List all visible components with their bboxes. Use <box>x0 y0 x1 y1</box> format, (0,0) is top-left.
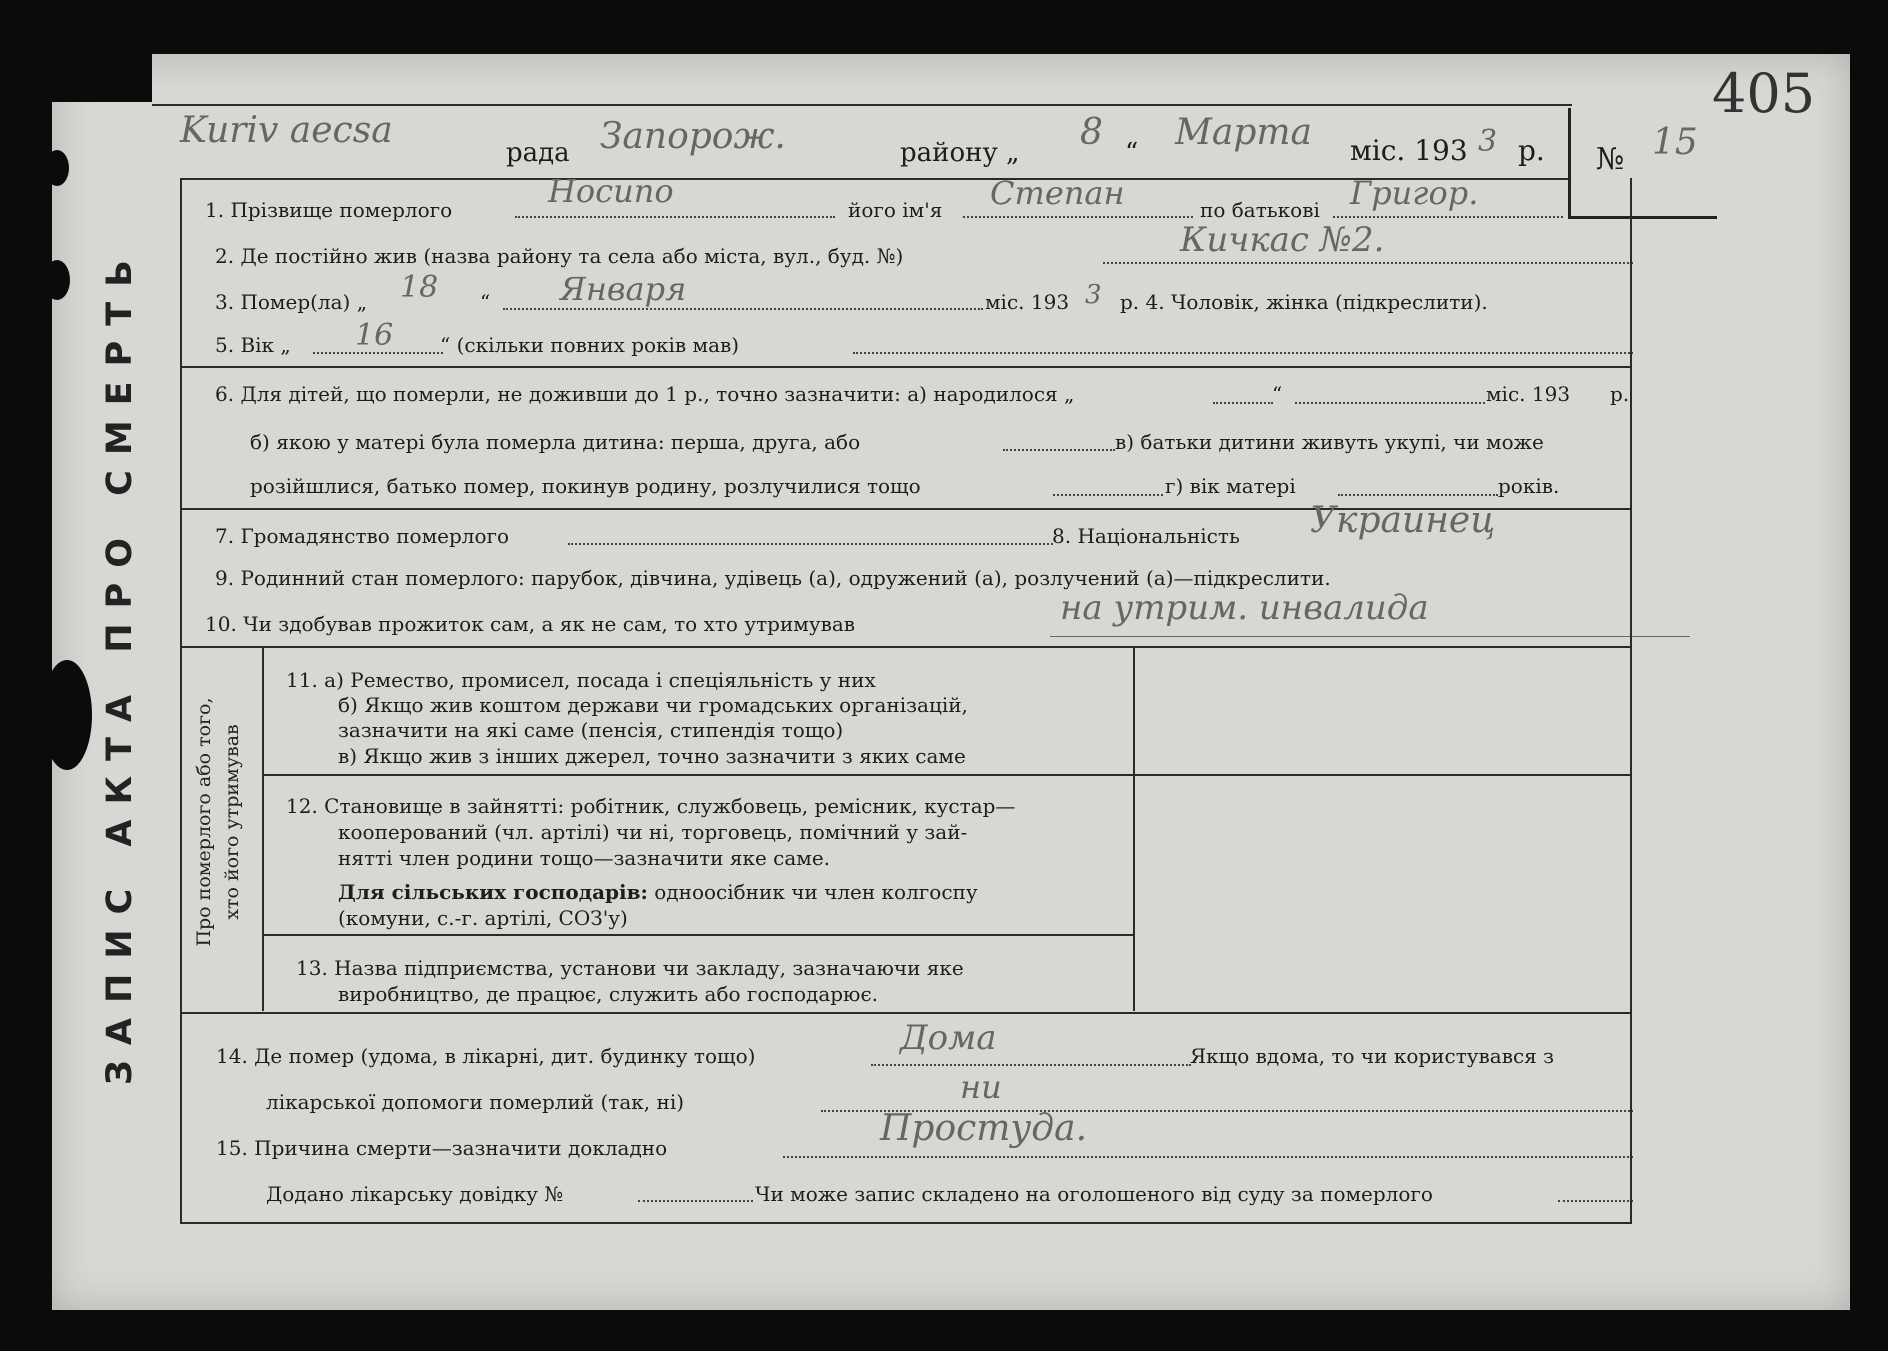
number-label: № <box>1596 142 1625 177</box>
field-place-of-death-label: 14. Де помер (удома, в лікарні, дит. будинку тощо) <box>216 1044 756 1068</box>
field-died-year-label: міс. 193 <box>985 290 1070 314</box>
field-infant-label: 6. Для дітей, що померли, не доживши до 1 р., точно зазначити: а) народилося „ <box>215 382 1075 406</box>
field-mother-age-label: г) вік матері <box>1165 474 1296 498</box>
underline <box>1050 636 1690 637</box>
dotted-line <box>638 1198 753 1202</box>
nationality-hand: Украинец <box>1310 500 1496 541</box>
field-patronymic-label: по батькові <box>1200 198 1320 222</box>
left-frame <box>180 178 182 1223</box>
residence-hand: Кичкас №2. <box>1180 220 1385 260</box>
field-employment-1: 12. Становище в зайнятті: робітник, службовець, ремісник, кустар— <box>286 794 1016 818</box>
archive-number: 405 <box>1712 62 1816 125</box>
field-name-label: його ім'я <box>848 198 943 222</box>
field-court-label: Чи може запис складено на оголошеного від суду за померлого <box>755 1182 1433 1206</box>
field-enterprise-2: виробництво, де працює, служить або господарює. <box>338 982 879 1006</box>
r-label: р. <box>1518 134 1545 167</box>
mis-label: міс. 193 <box>1350 134 1468 167</box>
field-sex-label: р. 4. Чоловік, жінка (підкреслити). <box>1120 290 1488 314</box>
field-age-note: “ (скільки повних років мав) <box>440 333 740 357</box>
paper-tear <box>44 260 70 300</box>
field-occupation-b: б) Якщо жив коштом держави чи громадських організацій, <box>338 693 968 717</box>
medical-help-hand: ни <box>960 1068 1002 1106</box>
village-hand: Kuriv aecsa <box>180 110 393 151</box>
support-hand: на утрим. инвалида <box>1060 588 1429 628</box>
field-enterprise-1: 13. Назва підприємства, установи чи закладу, зазначаючи яке <box>296 956 964 980</box>
rada-label: рада <box>506 138 570 168</box>
field-died-label: 3. Помер(ла) „ <box>215 290 368 314</box>
month-hand: Марта <box>1175 112 1312 153</box>
quote-mark: “ <box>1125 138 1139 168</box>
dotted-line <box>1333 214 1563 218</box>
paper-tear <box>42 660 92 770</box>
paper-tear <box>45 150 69 186</box>
dotted-line <box>1558 1198 1633 1202</box>
field-child-order-label: б) якою у матері була померла дитина: перша, друга, або <box>250 430 861 454</box>
field-medical-help-label: Якщо вдома, то чи користувався з <box>1190 1044 1555 1068</box>
side-label-line: хто його утримував <box>221 724 243 920</box>
number-hand: 15 <box>1652 122 1698 163</box>
right-frame <box>1630 178 1632 1223</box>
field-occupation-c: в) Якщо жив з інших джерел, точно зазначити з яких саме <box>338 744 966 768</box>
side-divider <box>262 646 264 1011</box>
field-occupation-b2: зазначити на які саме (пенсія, стипендія тощо) <box>338 718 844 742</box>
field-occupation-a: 11. а) Ремество, промисел, посада і спеціяльність у них <box>286 668 876 692</box>
name-hand: Степан <box>990 174 1125 212</box>
place-of-death-hand: Дома <box>900 1018 997 1058</box>
dotted-line <box>1338 492 1498 496</box>
dotted-line <box>1295 400 1485 404</box>
side-label <box>190 652 246 992</box>
dotted-line <box>1213 400 1273 404</box>
field-surname-label: 1. Прізвище померлого <box>205 198 453 222</box>
field-employment-5: (комуни, с.-г. артілі, СОЗ'у) <box>338 906 628 930</box>
field-employment-3: нятті член родини тощо—зазначити яке саме. <box>338 846 831 870</box>
field-residence-label: 2. Де постійно жив (назва району та села або міста, вул., буд. №) <box>215 244 904 268</box>
died-day-hand: 18 <box>400 270 439 305</box>
years-label: років. <box>1498 474 1560 498</box>
dotted-line <box>1053 492 1163 496</box>
cause-hand: Простуда. <box>880 1108 1088 1149</box>
surname-hand: Носипо <box>548 172 674 210</box>
died-year-hand: 3 <box>1085 280 1102 310</box>
year-hand: 3 <box>1478 124 1498 159</box>
quote-mark: “ <box>1272 382 1283 406</box>
dotted-line <box>1003 447 1115 451</box>
dotted-line <box>783 1154 1633 1158</box>
section-divider <box>180 646 1630 648</box>
field-medical-help-label-2: лікарської допомоги померлий (так, ні) <box>266 1090 685 1114</box>
top-rule <box>152 104 1572 106</box>
r-label: р. <box>1610 382 1630 406</box>
farmers-options: одноосібник чи член колгоспу <box>647 880 978 904</box>
field-cause-label: 15. Причина смерти—зазначити докладно <box>216 1136 668 1160</box>
field-employment-2: кооперований (чл. артілі) чи ні, торговець, помічний у зай- <box>338 820 968 844</box>
day-hand: 8 <box>1080 112 1103 153</box>
patronymic-hand: Григор. <box>1350 174 1479 212</box>
dotted-line <box>1103 260 1633 264</box>
paper-torn-corner <box>52 54 152 102</box>
field-parents-label: в) батьки дитини живуть укупі, чи може <box>1115 430 1544 454</box>
section-divider <box>180 1012 1630 1014</box>
field-certificate-label: Додано лікарську довідку № <box>266 1182 564 1206</box>
vertical-title: ЗАПИС АКТА ПРО СМЕРТЬ <box>100 245 140 1085</box>
age-hand: 16 <box>355 318 394 353</box>
field-citizenship-label: 7. Громадянство померлого <box>215 524 510 548</box>
district-label: району „ <box>900 138 1020 168</box>
quote-mark: “ <box>480 290 491 314</box>
field-support-label: 10. Чи здобував прожиток сам, а як не сам, то хто утримував <box>205 612 856 636</box>
district-hand: Запорож. <box>600 116 786 157</box>
section-divider <box>180 366 1630 368</box>
dotted-line <box>853 350 1633 354</box>
field-parents-status-label: розійшлися, батько помер, покинув родину, розлучилися тощо <box>250 474 921 498</box>
field-nationality-label: 8. Національність <box>1052 524 1240 548</box>
dotted-line <box>515 214 835 218</box>
field-age-label: 5. Вік „ <box>215 333 291 357</box>
section-divider <box>262 774 1630 776</box>
side-label-line: Про померлого або того, <box>193 697 215 947</box>
dotted-line <box>871 1062 1191 1066</box>
section-divider <box>262 934 1134 936</box>
field-marital-label: 9. Родинний стан померлого: парубок, дівчина, удівець (а), одружений (а), розлучений (а)—підкреслити. <box>215 566 1331 590</box>
dotted-line <box>568 541 1053 545</box>
frame-bottom <box>180 1222 1632 1224</box>
dotted-line <box>963 214 1193 218</box>
farmers-label: Для сільських господарів: <box>338 880 648 904</box>
right-divider <box>1133 646 1135 1011</box>
died-month-hand: Января <box>560 270 687 308</box>
field-infant-year-label: міс. 193 <box>1486 382 1571 406</box>
field-employment-4 <box>338 880 978 904</box>
